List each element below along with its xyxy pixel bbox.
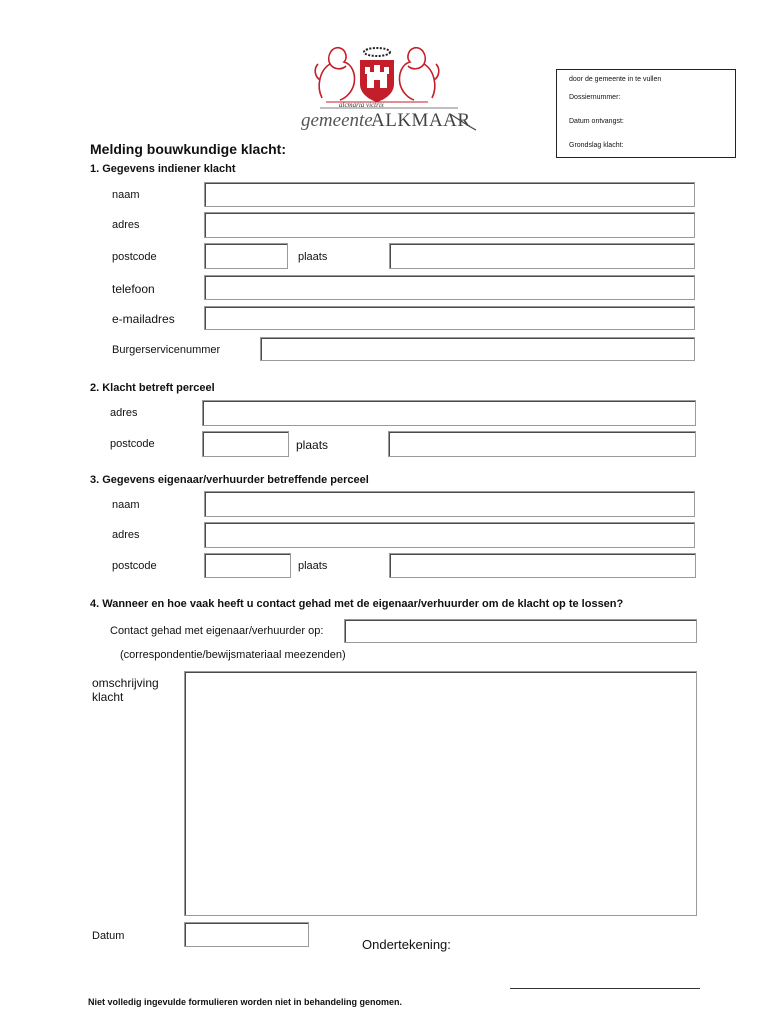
applicant-email-label: e-mailadres [112, 312, 175, 326]
date-input[interactable] [184, 922, 309, 947]
complaint-basis-label: Grondslag klacht: [569, 142, 624, 149]
evidence-note: (correspondentie/bewijsmateriaal meezenden) [120, 649, 346, 661]
applicant-phone-input[interactable] [204, 275, 695, 300]
applicant-email-input[interactable] [204, 306, 695, 330]
owner-city-label: plaats [298, 560, 328, 572]
applicant-address-label: adres [112, 219, 140, 231]
applicant-city-input[interactable] [389, 243, 695, 269]
logo-municipality-prefix: gemeente [301, 110, 373, 131]
owner-city-input[interactable] [389, 553, 696, 578]
form-title: Melding bouwkundige klacht: [90, 141, 286, 157]
section4-heading: 4. Wanneer en hoe vaak heeft u contact gehad met de eigenaar/verhuurder om de klacht op te lossen? [90, 598, 624, 610]
applicant-phone-label: telefoon [112, 282, 155, 296]
applicant-bsn-input[interactable] [260, 337, 695, 361]
date-received-label: Datum ontvangst: [569, 118, 624, 125]
office-box-heading: door de gemeente in te vullen [569, 76, 662, 83]
applicant-address-input[interactable] [204, 212, 695, 238]
owner-address-label: adres [112, 529, 140, 541]
contact-label: Contact gehad met eigenaar/verhuurder op: [110, 625, 324, 637]
owner-name-label: naam [112, 499, 140, 511]
applicant-postcode-label: postcode [112, 251, 157, 263]
applicant-name-label: naam [112, 189, 140, 201]
footer-note: Niet volledig ingevulde formulieren worden niet in behandeling genomen. [88, 997, 403, 1007]
section1-heading: 1. Gegevens indiener klacht [90, 163, 236, 175]
date-label: Datum [92, 930, 125, 942]
coat-of-arms-icon [312, 40, 442, 104]
logo-municipality-name: ALKMAAR [371, 110, 471, 131]
applicant-postcode-input[interactable] [204, 243, 288, 269]
contact-input[interactable] [344, 619, 697, 643]
section2-heading: 2. Klacht betreft perceel [90, 382, 215, 394]
description-label-line2: klacht [92, 690, 124, 704]
parcel-city-input[interactable] [388, 431, 696, 457]
logo-motto: alcmaria victrix [339, 101, 384, 109]
owner-postcode-label: postcode [112, 560, 157, 572]
parcel-address-input[interactable] [202, 400, 696, 426]
owner-postcode-input[interactable] [204, 553, 291, 578]
signature-line[interactable] [510, 988, 700, 989]
parcel-postcode-input[interactable] [202, 431, 289, 457]
applicant-bsn-label: Burgerservicenummer [112, 344, 221, 356]
office-use-box [556, 69, 736, 158]
parcel-postcode-label: postcode [110, 438, 155, 450]
parcel-address-label: adres [110, 407, 138, 419]
parcel-city-label: plaats [296, 438, 329, 452]
section3-heading: 3. Gegevens eigenaar/verhuurder betreffende perceel [90, 474, 369, 486]
dossier-number-label: Dossiernummer: [569, 94, 621, 101]
applicant-city-label: plaats [298, 251, 328, 263]
logo-swoosh-icon [300, 106, 480, 136]
applicant-name-input[interactable] [204, 182, 695, 207]
owner-name-input[interactable] [204, 491, 695, 517]
signature-label: Ondertekening: [362, 937, 451, 952]
description-label-line1: omschrijving [92, 676, 159, 690]
owner-address-input[interactable] [204, 522, 695, 548]
complaint-description-textarea[interactable] [184, 671, 697, 916]
